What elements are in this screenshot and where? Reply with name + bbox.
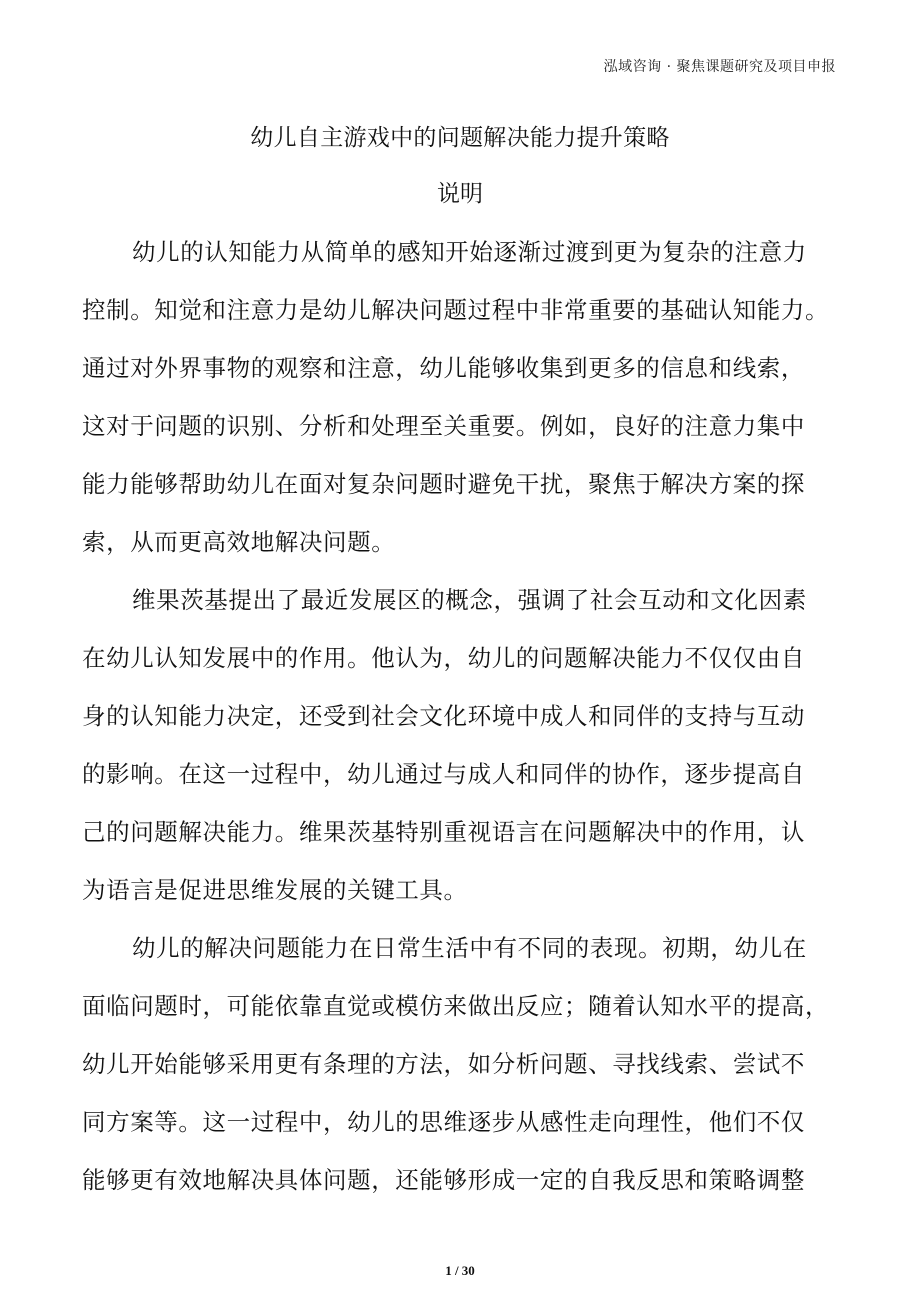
paragraph-line: 在幼儿认知发展中的作用。他认为，幼儿的问题解决能力不仅仅由自 bbox=[82, 644, 805, 672]
paragraph-line: 面临问题时，可能依靠直觉或模仿来做出反应；随着认知水平的提高， bbox=[82, 992, 830, 1020]
paragraph-line: 控制。知觉和注意力是幼儿解决问题过程中非常重要的基础认知能力。 bbox=[82, 296, 830, 324]
paragraph-line: 幼儿的解决问题能力在日常生活中有不同的表现。初期，幼儿在 bbox=[132, 934, 807, 962]
paragraph-line: 幼儿的认知能力从简单的感知开始逐渐过渡到更为复杂的注意力 bbox=[132, 238, 807, 266]
document-title: 幼儿自主游戏中的问题解决能力提升策略 bbox=[250, 125, 670, 151]
paragraph-line: 己的问题解决能力。维果茨基特别重视语言在问题解决中的作用，认 bbox=[82, 818, 805, 846]
paragraph-line: 身的认知能力决定，还受到社会文化环境中成人和同伴的支持与互动 bbox=[82, 702, 805, 730]
paragraph-line: 能够更有效地解决具体问题，还能够形成一定的自我反思和策略调整 bbox=[82, 1166, 805, 1194]
paragraph-line: 同方案等。这一过程中，幼儿的思维逐步从感性走向理性，他们不仅 bbox=[82, 1108, 805, 1136]
page-header: 泓域咨询 · 聚焦课题研究及项目申报 bbox=[603, 59, 836, 75]
paragraph-line: 这对于问题的识别、分析和处理至关重要。例如，良好的注意力集中 bbox=[82, 412, 805, 440]
paragraph-line: 通过对外界事物的观察和注意，幼儿能够收集到更多的信息和线索， bbox=[82, 354, 805, 382]
paragraph-line: 为语言是促进思维发展的关键工具。 bbox=[82, 876, 468, 904]
paragraph-line: 能力能够帮助幼儿在面对复杂问题时避免干扰，聚焦于解决方案的探 bbox=[82, 470, 805, 498]
paragraph-line: 的影响。在这一过程中，幼儿通过与成人和同伴的协作，逐步提高自 bbox=[82, 760, 805, 788]
paragraph-line: 幼儿开始能够采用更有条理的方法，如分析问题、寻找线索、尝试不 bbox=[82, 1050, 805, 1078]
section-title: 说明 bbox=[437, 181, 483, 207]
paragraph-line: 维果茨基提出了最近发展区的概念，强调了社会互动和文化因素 bbox=[132, 586, 807, 614]
paragraph-line: 索，从而更高效地解决问题。 bbox=[82, 528, 396, 556]
page-number: 1 / 30 bbox=[445, 1263, 475, 1278]
